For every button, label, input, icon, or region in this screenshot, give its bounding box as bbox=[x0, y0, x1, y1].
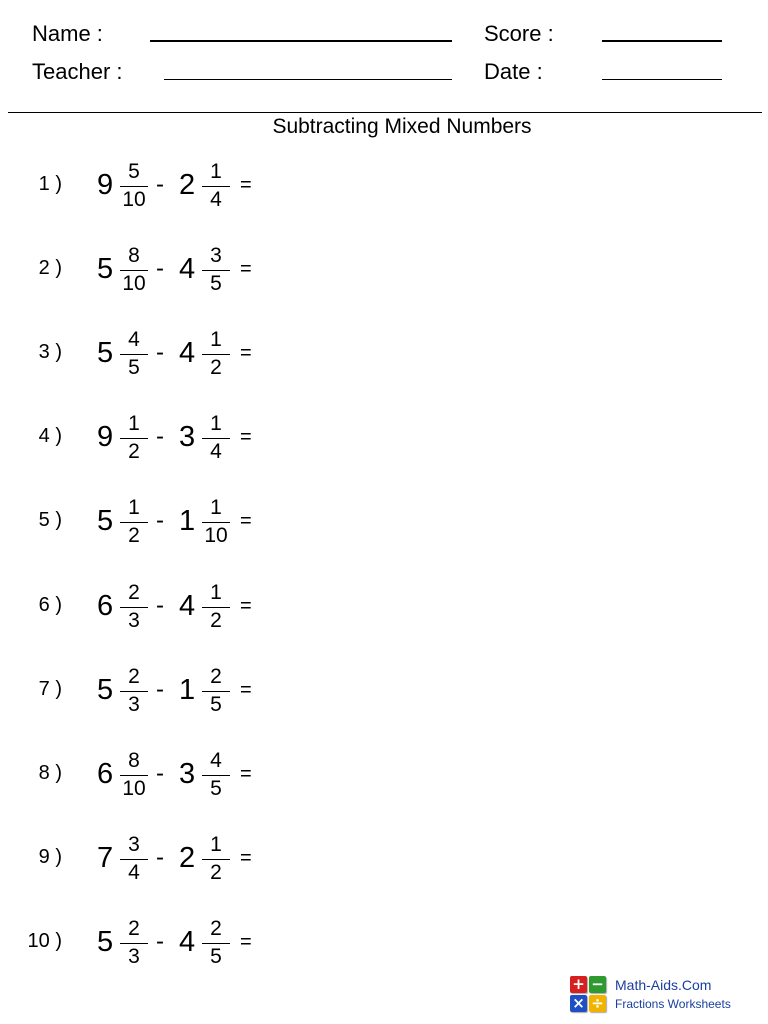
problem-4 bbox=[0, 408, 400, 468]
divide-icon: ÷ bbox=[589, 995, 606, 1012]
first-fraction bbox=[117, 913, 151, 973]
denominator: 2 bbox=[210, 356, 222, 380]
fraction-bar bbox=[202, 354, 230, 355]
minus-operator: - bbox=[156, 423, 164, 451]
fraction-bar bbox=[202, 270, 230, 271]
equals-sign: = bbox=[240, 846, 252, 869]
first-fraction bbox=[117, 492, 151, 552]
first-whole-number: 5 bbox=[97, 673, 114, 706]
fraction-bar bbox=[120, 775, 148, 776]
problem-9 bbox=[0, 829, 400, 889]
problem-number: 7 ) bbox=[38, 677, 62, 700]
denominator: 5 bbox=[210, 692, 222, 716]
fraction-bar bbox=[120, 859, 148, 860]
second-fraction bbox=[199, 913, 233, 973]
second-fraction bbox=[199, 408, 233, 468]
second-whole-number: 1 bbox=[179, 505, 196, 538]
numerator: 2 bbox=[210, 916, 222, 940]
problem-number: 1 ) bbox=[38, 173, 62, 195]
minus-icon: − bbox=[589, 976, 606, 993]
fraction-bar bbox=[120, 607, 148, 608]
problem-7 bbox=[0, 661, 400, 721]
second-fraction bbox=[199, 661, 233, 721]
equals-sign: = bbox=[240, 426, 252, 449]
denominator: 5 bbox=[128, 356, 140, 380]
denominator: 10 bbox=[122, 776, 146, 800]
numerator: 1 bbox=[210, 832, 222, 856]
problem-number: 8 ) bbox=[38, 761, 62, 784]
second-fraction bbox=[199, 829, 233, 889]
minus-operator: - bbox=[156, 675, 164, 703]
fraction-bar bbox=[202, 691, 230, 692]
first-fraction bbox=[117, 408, 151, 468]
second-whole-number: 3 bbox=[179, 757, 196, 790]
first-whole-number: 5 bbox=[97, 505, 114, 538]
numerator: 8 bbox=[128, 244, 140, 268]
second-whole-number: 4 bbox=[179, 925, 196, 958]
fraction-bar bbox=[202, 438, 230, 439]
numerator: 1 bbox=[210, 328, 222, 352]
problem-number: 9 ) bbox=[38, 845, 62, 868]
equals-sign: = bbox=[240, 594, 252, 617]
numerator: 2 bbox=[128, 580, 140, 604]
numerator: 1 bbox=[210, 496, 222, 520]
denominator: 5 bbox=[210, 776, 222, 800]
name-label: Name : bbox=[32, 21, 103, 46]
minus-operator: - bbox=[156, 843, 164, 871]
denominator: 5 bbox=[210, 272, 222, 296]
problem-8 bbox=[0, 745, 400, 805]
first-fraction bbox=[117, 829, 151, 889]
fraction-bar bbox=[202, 607, 230, 608]
first-fraction bbox=[117, 745, 151, 805]
first-whole-number: 5 bbox=[97, 925, 114, 958]
fraction-bar bbox=[120, 354, 148, 355]
equals-sign: = bbox=[240, 258, 252, 281]
fraction-bar bbox=[120, 270, 148, 271]
equals-sign: = bbox=[240, 342, 252, 365]
fraction-bar bbox=[120, 943, 148, 944]
second-fraction bbox=[199, 324, 233, 384]
second-fraction bbox=[199, 577, 233, 637]
denominator: 5 bbox=[210, 944, 222, 968]
second-whole-number: 3 bbox=[179, 421, 196, 454]
first-whole-number: 9 bbox=[97, 169, 114, 201]
problem-2 bbox=[0, 240, 400, 300]
math-aids-logo bbox=[570, 976, 750, 1016]
first-fraction bbox=[117, 577, 151, 637]
problem-6 bbox=[0, 577, 400, 637]
first-whole-number: 7 bbox=[97, 841, 114, 874]
denominator: 2 bbox=[128, 440, 140, 464]
logo-subtitle: Fractions Worksheets bbox=[615, 997, 731, 1011]
second-whole-number: 4 bbox=[179, 589, 196, 622]
numerator: 2 bbox=[128, 664, 140, 688]
fraction-bar bbox=[202, 775, 230, 776]
second-fraction bbox=[199, 492, 233, 552]
fraction-bar bbox=[120, 522, 148, 523]
numerator: 1 bbox=[128, 412, 140, 436]
equals-sign: = bbox=[240, 762, 252, 785]
numerator: 1 bbox=[128, 496, 140, 520]
second-whole-number: 4 bbox=[179, 337, 196, 370]
numerator: 2 bbox=[128, 916, 140, 940]
fraction-bar bbox=[202, 522, 230, 523]
minus-operator: - bbox=[156, 255, 164, 283]
problem-10 bbox=[0, 913, 400, 973]
first-fraction bbox=[117, 324, 151, 384]
denominator: 2 bbox=[210, 860, 222, 884]
problem-number: 2 ) bbox=[38, 257, 62, 280]
plus-icon: + bbox=[570, 976, 587, 993]
second-fraction bbox=[199, 156, 233, 216]
numerator: 5 bbox=[128, 160, 140, 183]
fraction-bar bbox=[202, 186, 230, 187]
equals-sign: = bbox=[240, 510, 252, 533]
numerator: 1 bbox=[210, 580, 222, 604]
problem-number: 10 ) bbox=[27, 929, 62, 952]
problem-number: 4 ) bbox=[38, 425, 62, 448]
second-whole-number: 2 bbox=[179, 841, 196, 874]
first-whole-number: 6 bbox=[97, 757, 114, 790]
minus-operator: - bbox=[156, 507, 164, 535]
numerator: 2 bbox=[210, 664, 222, 688]
problem-1 bbox=[0, 156, 400, 216]
denominator: 4 bbox=[210, 440, 222, 464]
multiply-icon: × bbox=[570, 995, 587, 1012]
denominator: 3 bbox=[128, 692, 140, 716]
score-label: Score : bbox=[484, 21, 554, 46]
numerator: 4 bbox=[128, 328, 140, 352]
equals-sign: = bbox=[240, 174, 252, 196]
denominator: 2 bbox=[210, 608, 222, 632]
worksheet-title: Subtracting Mixed Numbers bbox=[272, 115, 532, 138]
fraction-bar bbox=[202, 859, 230, 860]
problem-3 bbox=[0, 324, 400, 384]
first-fraction bbox=[117, 240, 151, 300]
problem-5 bbox=[0, 492, 400, 552]
denominator: 4 bbox=[128, 860, 140, 884]
denominator: 4 bbox=[210, 188, 222, 211]
numerator: 4 bbox=[210, 748, 222, 772]
numerator: 8 bbox=[128, 748, 140, 772]
first-whole-number: 5 bbox=[97, 253, 114, 286]
first-whole-number: 6 bbox=[97, 589, 114, 622]
math-operators-logo-icon bbox=[570, 976, 608, 1014]
denominator: 2 bbox=[128, 524, 140, 548]
minus-operator: - bbox=[156, 171, 164, 198]
denominator: 10 bbox=[122, 272, 146, 296]
fraction-bar bbox=[202, 943, 230, 944]
equals-sign: = bbox=[240, 930, 252, 953]
minus-operator: - bbox=[156, 927, 164, 955]
numerator: 1 bbox=[210, 412, 222, 436]
date-label: Date : bbox=[484, 59, 543, 84]
problem-number: 5 ) bbox=[38, 509, 62, 532]
equals-sign: = bbox=[240, 678, 252, 701]
numerator: 3 bbox=[128, 832, 140, 856]
denominator: 3 bbox=[128, 608, 140, 632]
second-fraction bbox=[199, 240, 233, 300]
fraction-bar bbox=[120, 186, 148, 187]
denominator: 10 bbox=[122, 188, 146, 211]
first-whole-number: 9 bbox=[97, 421, 114, 454]
problem-number: 3 ) bbox=[38, 341, 62, 364]
first-fraction bbox=[117, 156, 151, 216]
second-whole-number: 1 bbox=[179, 673, 196, 706]
numerator: 1 bbox=[210, 160, 222, 183]
second-whole-number: 2 bbox=[179, 169, 196, 201]
fraction-bar bbox=[120, 691, 148, 692]
numerator: 3 bbox=[210, 244, 222, 268]
first-fraction bbox=[117, 661, 151, 721]
teacher-label: Teacher : bbox=[32, 59, 123, 84]
denominator: 10 bbox=[204, 524, 228, 548]
minus-operator: - bbox=[156, 759, 164, 787]
problem-number: 6 ) bbox=[38, 593, 62, 616]
minus-operator: - bbox=[156, 339, 164, 367]
fraction-bar bbox=[120, 438, 148, 439]
logo-site-name: Math-Aids.Com bbox=[615, 977, 712, 993]
minus-operator: - bbox=[156, 591, 164, 619]
denominator: 3 bbox=[128, 944, 140, 968]
second-fraction bbox=[199, 745, 233, 805]
second-whole-number: 4 bbox=[179, 253, 196, 286]
first-whole-number: 5 bbox=[97, 337, 114, 370]
